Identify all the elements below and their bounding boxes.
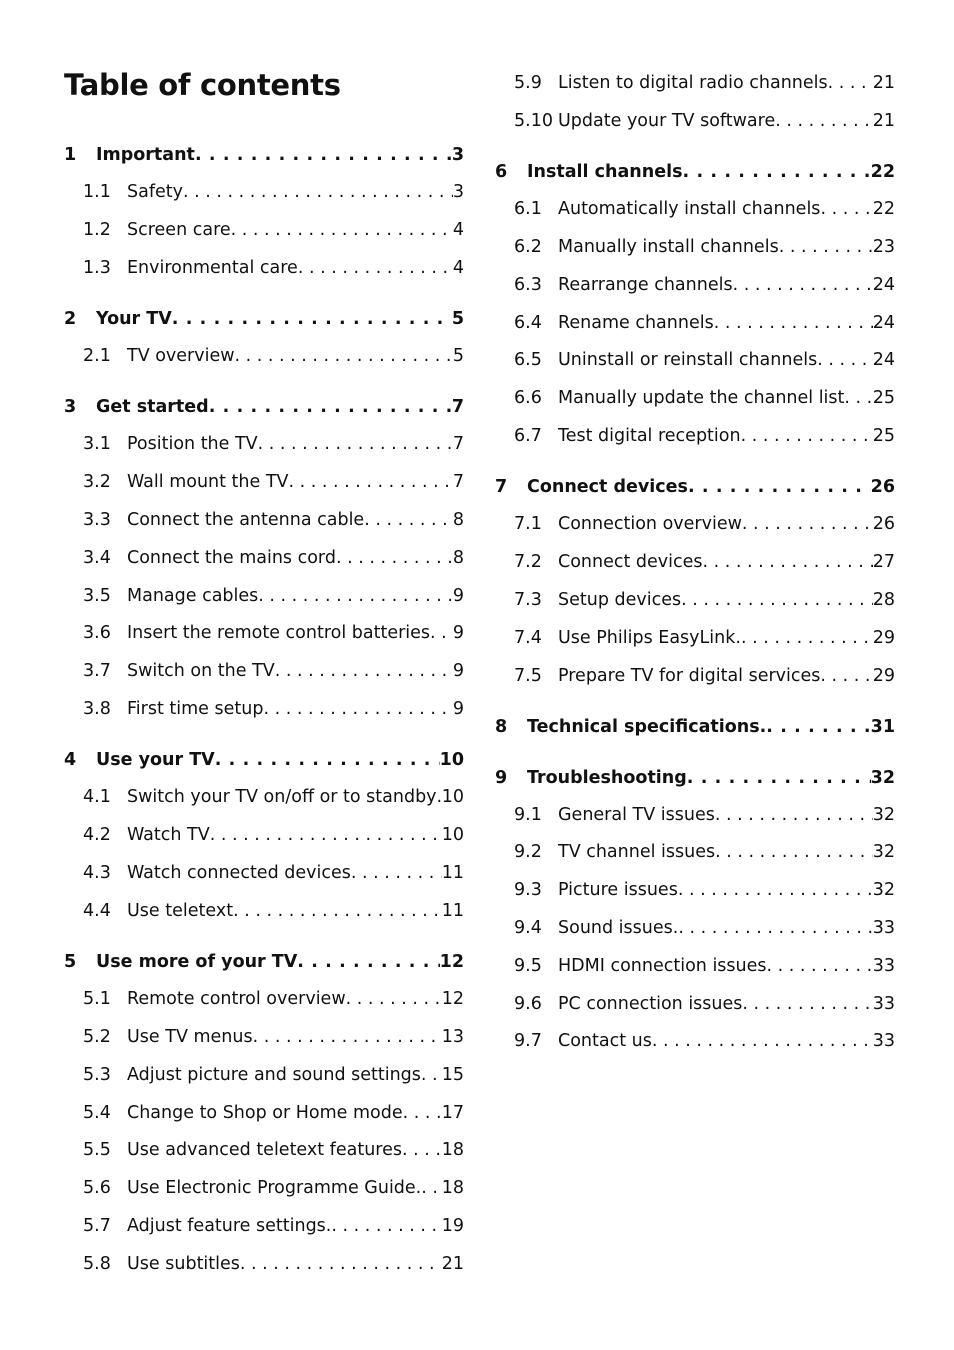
toc-label: Switch on the TV: [127, 661, 275, 682]
toc-subsection-row[interactable]: [64, 540, 464, 578]
toc-subsection-row[interactable]: [64, 779, 464, 817]
toc-page-number: 9: [452, 698, 464, 719]
toc-subsection-row[interactable]: [64, 893, 464, 931]
toc-leader-dots: [421, 1170, 441, 1208]
toc-page-number: 22: [872, 199, 895, 220]
toc-label: Use Philips EasyLink.: [558, 627, 741, 648]
toc-subsection-row[interactable]: [64, 1057, 464, 1095]
toc-label: Connect the antenna cable: [127, 509, 365, 530]
toc-page-number: 10: [439, 750, 464, 771]
toc-subsection-row[interactable]: [495, 65, 895, 103]
toc-page-number: 21: [441, 1253, 464, 1274]
toc-leader-dots: [297, 943, 439, 981]
toc-page-number: 15: [441, 1064, 464, 1085]
toc-label: Prepare TV for digital services: [558, 665, 821, 686]
toc-subsection-row[interactable]: [495, 305, 895, 343]
toc-leader-dots: [844, 380, 872, 418]
toc-leader-dots: [275, 653, 453, 691]
toc-page-number: 3: [452, 182, 464, 202]
toc-label: Install channels: [527, 162, 683, 183]
toc-page-number: 19: [441, 1215, 464, 1236]
toc-section-row[interactable]: [64, 300, 464, 338]
toc-label: Watch connected devices: [127, 862, 351, 883]
toc-leader-dots: [421, 1057, 442, 1095]
toc-subsection-row[interactable]: [495, 103, 895, 141]
toc-number: 2.1: [83, 345, 111, 366]
toc-number: 5: [64, 952, 77, 973]
toc-number: 9.3: [514, 880, 542, 901]
toc-label: Use teletext: [127, 900, 234, 921]
toc-subsection-row[interactable]: [495, 797, 895, 835]
toc-page-number: 28: [872, 589, 895, 610]
toc-label: Automatically install channels: [558, 199, 821, 220]
toc-page-number: 24: [872, 312, 895, 333]
toc-page-number: 25: [872, 388, 895, 409]
toc-number: 5.6: [83, 1178, 111, 1199]
toc-subsection-row[interactable]: [495, 658, 895, 696]
toc-section-row[interactable]: [495, 153, 895, 191]
toc-number: 4.2: [83, 825, 111, 846]
toc-subsection-row[interactable]: [495, 544, 895, 582]
toc-page-number: 8: [452, 547, 464, 568]
toc-leader-dots: [687, 759, 871, 797]
toc-number: 7.4: [514, 627, 542, 648]
toc-leader-dots: [688, 468, 871, 506]
toc-subsection-row[interactable]: [64, 502, 464, 540]
toc-number: 5.9: [514, 73, 542, 93]
toc-leader-dots: [742, 986, 872, 1024]
toc-number: 6.1: [514, 199, 542, 220]
toc-label: First time setup: [127, 698, 264, 719]
toc-number: 6.7: [514, 425, 542, 446]
toc-label: Uninstall or reinstall channels: [558, 350, 818, 371]
toc-number: 3.5: [83, 585, 111, 606]
toc-page-number: 7: [452, 434, 464, 455]
toc-leader-dots: [263, 691, 452, 729]
toc-leader-dots: [703, 544, 873, 582]
toc-page-number: 10: [441, 825, 464, 846]
toc-label: Wall mount the TV: [127, 472, 289, 493]
toc-number: 8: [495, 716, 508, 737]
toc-subsection-row[interactable]: [64, 615, 464, 653]
toc-page-number: 9: [452, 585, 464, 606]
toc-number: 5.10: [514, 110, 553, 131]
toc-page-number: 33: [872, 955, 895, 976]
toc-number: 7.2: [514, 552, 542, 573]
toc-section-row[interactable]: [495, 708, 895, 746]
toc-page-number: 32: [870, 767, 895, 788]
toc-leader-dots: [210, 817, 442, 855]
toc-label: HDMI connection issues: [558, 955, 767, 976]
toc-number: 7.1: [514, 514, 542, 535]
toc-subsection-row[interactable]: [64, 338, 464, 376]
toc-label: Your TV: [96, 308, 172, 329]
toc-page-number: 18: [441, 1178, 464, 1199]
toc-page-number: 32: [872, 880, 895, 901]
toc-number: 9.7: [514, 1031, 542, 1052]
toc-leader-dots: [741, 418, 873, 456]
toc-page-number: 23: [872, 236, 895, 257]
toc-page-number: 24: [872, 350, 895, 371]
toc-section-row[interactable]: [495, 759, 895, 797]
toc-subsection-row[interactable]: [64, 174, 464, 212]
toc-label: Use more of your TV: [96, 952, 298, 973]
toc-subsection-row[interactable]: [64, 817, 464, 855]
toc-page-number: 7: [451, 397, 464, 418]
toc-subsection-row[interactable]: [64, 1170, 464, 1208]
toc-leader-dots: [741, 620, 873, 658]
toc-subsection-row[interactable]: [64, 426, 464, 464]
toc-page-number: 22: [870, 162, 895, 183]
toc-page-number: 26: [872, 514, 895, 535]
toc-label: Adjust picture and sound settings: [127, 1064, 421, 1085]
toc-number: 5.7: [83, 1215, 111, 1236]
toc-right-column: [495, 65, 895, 1061]
toc-leader-dots: [766, 708, 870, 746]
toc-subsection-row[interactable]: [495, 948, 895, 986]
toc-leader-dots: [331, 1208, 441, 1246]
toc-leader-dots: [235, 338, 453, 376]
toc-leader-dots: [733, 267, 873, 305]
toc-leader-dots: [231, 212, 453, 250]
toc-leader-dots: [775, 103, 872, 141]
toc-leader-dots: [240, 1246, 442, 1284]
toc-leader-dots: [209, 388, 452, 426]
toc-label: Remote control overview: [127, 989, 346, 1010]
toc-label: Rearrange channels: [558, 274, 733, 295]
toc-label: Insert the remote control batteries: [127, 623, 431, 644]
toc-number: 1: [64, 145, 77, 165]
toc-page-number: 7: [452, 472, 464, 493]
toc-page-number: 10: [441, 787, 464, 808]
toc-number: 9.2: [514, 842, 542, 863]
toc-page-number: 11: [441, 900, 464, 921]
toc-page-number: 8: [452, 509, 464, 530]
toc-subsection-row[interactable]: [495, 834, 895, 872]
toc-section-row[interactable]: [64, 943, 464, 981]
toc-label: Use advanced teletext features: [127, 1140, 402, 1161]
toc-subsection-row[interactable]: [64, 1132, 464, 1170]
toc-label: Get started: [96, 397, 209, 418]
toc-subsection-row[interactable]: [495, 418, 895, 456]
toc-number: 9.1: [514, 804, 542, 825]
toc-number: 3: [64, 397, 77, 418]
toc-page-number: 33: [872, 917, 895, 938]
toc-subsection-row[interactable]: [495, 506, 895, 544]
toc-number: 3.7: [83, 661, 111, 682]
toc-subsection-row[interactable]: [64, 250, 464, 288]
toc-subsection-row[interactable]: [64, 212, 464, 250]
toc-page-number: 21: [872, 110, 895, 131]
toc-number: 9.6: [514, 993, 542, 1014]
toc-page-number: 24: [872, 274, 895, 295]
toc-label: Use Electronic Programme Guide.: [127, 1178, 422, 1199]
toc-section-row[interactable]: [64, 136, 464, 174]
toc-leader-dots: [258, 426, 453, 464]
toc-number: 4.4: [83, 900, 111, 921]
toc-subsection-row[interactable]: [64, 691, 464, 729]
toc-page-number: 21: [872, 73, 895, 93]
toc-label: Adjust feature settings.: [127, 1215, 332, 1236]
toc-number: 3.1: [83, 434, 111, 455]
toc-subsection-row[interactable]: [495, 872, 895, 910]
toc-number: 3.6: [83, 623, 111, 644]
toc-leader-dots: [820, 191, 872, 229]
toc-subsection-row[interactable]: [64, 578, 464, 616]
toc-label: Change to Shop or Home mode: [127, 1102, 403, 1123]
toc-label: Manually update the channel list: [558, 388, 845, 409]
toc-leader-dots: [779, 229, 873, 267]
toc-page-number: 4: [452, 257, 464, 278]
toc-page-number: 9: [452, 661, 464, 682]
toc-number: 1.3: [83, 257, 111, 278]
toc-page-number: 12: [439, 952, 464, 973]
toc-section-row[interactable]: [64, 388, 464, 426]
toc-number: 7.5: [514, 665, 542, 686]
toc-page-number: 32: [872, 842, 895, 863]
toc-number: 3.4: [83, 547, 111, 568]
toc-leader-dots: [172, 300, 452, 338]
toc-page-number: 33: [872, 993, 895, 1014]
toc-page-number: 5: [451, 308, 464, 329]
toc-leader-dots: [652, 1023, 873, 1061]
toc-leader-dots: [351, 855, 442, 893]
toc-number: 2: [64, 308, 77, 329]
toc-leader-dots: [233, 893, 442, 931]
toc-number: 9.4: [514, 917, 542, 938]
toc-label: Troubleshooting: [527, 767, 687, 788]
toc-label: Manage cables: [127, 585, 259, 606]
toc-page-number: 11: [441, 862, 464, 883]
toc-number: 1.1: [83, 182, 111, 202]
toc-label: TV channel issues: [558, 842, 716, 863]
toc-subsection-row[interactable]: [64, 855, 464, 893]
toc-subsection-row[interactable]: [495, 986, 895, 1024]
toc-page-number: 32: [872, 804, 895, 825]
toc-number: 3.2: [83, 472, 111, 493]
toc-subsection-row[interactable]: [495, 380, 895, 418]
toc-leader-dots: [820, 658, 872, 696]
toc-leader-dots: [715, 797, 873, 835]
toc-number: 5.2: [83, 1026, 111, 1047]
toc-label: General TV issues: [558, 804, 715, 825]
toc-subsection-row[interactable]: [64, 1019, 464, 1057]
toc-label: Manually install channels: [558, 236, 779, 257]
toc-number: 4: [64, 750, 77, 771]
toc-leader-dots: [681, 582, 873, 620]
toc-number: 7.3: [514, 589, 542, 610]
toc-label: PC connection issues: [558, 993, 743, 1014]
toc-page-number: 13: [441, 1026, 464, 1047]
toc-label: Environmental care: [127, 257, 298, 278]
toc-number: 6.4: [514, 312, 542, 333]
toc-page-number: 26: [870, 477, 895, 498]
toc-page-number: 27: [872, 552, 895, 573]
toc-label: Important: [96, 145, 195, 165]
toc-number: 6.6: [514, 388, 542, 409]
toc-number: 3.3: [83, 509, 111, 530]
toc-subsection-row[interactable]: [495, 620, 895, 658]
toc-number: 6.2: [514, 236, 542, 257]
toc-label: Use subtitles: [127, 1253, 240, 1274]
toc-label: Connect devices: [558, 552, 703, 573]
toc-number: 1.2: [83, 219, 111, 240]
toc-subsection-row[interactable]: [495, 342, 895, 380]
toc-subsection-row[interactable]: [495, 229, 895, 267]
toc-leader-dots: [195, 136, 452, 174]
toc-left-column: [64, 136, 464, 1284]
toc-number: 5.3: [83, 1064, 111, 1085]
toc-page-number: 5: [452, 345, 464, 366]
toc-number: 5.5: [83, 1140, 111, 1161]
toc-leader-dots: [678, 872, 873, 910]
toc-leader-dots: [714, 305, 873, 343]
toc-leader-dots: [828, 65, 873, 103]
toc-label: Safety: [127, 182, 183, 202]
toc-leader-dots: [767, 948, 873, 986]
toc-leader-dots: [258, 578, 453, 616]
toc-label: Use TV menus: [127, 1026, 253, 1047]
toc-label: Rename channels: [558, 312, 714, 333]
toc-label: Setup devices: [558, 589, 682, 610]
toc-label: Picture issues: [558, 880, 678, 901]
toc-leader-dots: [430, 615, 453, 653]
toc-page-number: 25: [872, 425, 895, 446]
toc-leader-dots: [253, 1019, 442, 1057]
toc-subsection-row[interactable]: [64, 1246, 464, 1284]
toc-leader-dots: [683, 153, 871, 191]
toc-label: Sound issues.: [558, 917, 679, 938]
toc-number: 4.3: [83, 862, 111, 883]
toc-leader-dots: [336, 540, 453, 578]
toc-leader-dots: [215, 741, 440, 779]
toc-label: Technical specifications.: [527, 716, 767, 737]
toc-label: Connect the mains cord: [127, 547, 336, 568]
toc-page-number: 17: [441, 1102, 464, 1123]
toc-page-number: 12: [441, 989, 464, 1010]
toc-page-number: 31: [870, 716, 895, 737]
toc-subsection-row[interactable]: [495, 1023, 895, 1061]
toc-label: TV overview: [127, 345, 235, 366]
toc-page-number: 29: [872, 665, 895, 686]
toc-label: Connect devices: [527, 477, 688, 498]
toc-label: Update your TV software: [558, 110, 776, 131]
toc-label: Use your TV: [96, 750, 215, 771]
toc-label: Connection overview: [558, 514, 742, 535]
toc-leader-dots: [403, 1095, 442, 1133]
toc-number: 6.5: [514, 350, 542, 371]
toc-number: 5.1: [83, 989, 111, 1010]
toc-leader-dots: [715, 834, 873, 872]
toc-number: 6: [495, 162, 508, 183]
toc-number: 7: [495, 477, 508, 498]
toc-label: Listen to digital radio channels: [558, 73, 828, 93]
toc-label: Contact us: [558, 1031, 652, 1052]
toc-leader-dots: [742, 506, 873, 544]
toc-leader-dots: [183, 174, 453, 212]
toc-label: Switch your TV on/off or to standby: [127, 787, 437, 808]
toc-number: 5.4: [83, 1102, 111, 1123]
toc-subsection-row[interactable]: [495, 191, 895, 229]
page-title: Table of contents: [64, 68, 341, 102]
toc-subsection-row[interactable]: [64, 1208, 464, 1246]
toc-section-row[interactable]: [495, 468, 895, 506]
toc-subsection-row[interactable]: [495, 910, 895, 948]
toc-label: Test digital reception: [558, 425, 741, 446]
toc-page-number: 4: [452, 219, 464, 240]
toc-number: 5.8: [83, 1253, 111, 1274]
toc-subsection-row[interactable]: [64, 1095, 464, 1133]
toc-subsection-row[interactable]: [495, 582, 895, 620]
toc-number: 9: [495, 767, 508, 788]
toc-number: 9.5: [514, 955, 542, 976]
toc-leader-dots: [678, 910, 872, 948]
toc-label: Position the TV: [127, 434, 258, 455]
toc-leader-dots: [346, 981, 442, 1019]
toc-number: 6.3: [514, 274, 542, 295]
toc-number: 3.8: [83, 698, 111, 719]
toc-leader-dots: [402, 1132, 442, 1170]
toc-subsection-row[interactable]: [495, 267, 895, 305]
toc-label: Screen care: [127, 219, 231, 240]
toc-leader-dots: [817, 342, 873, 380]
toc-leader-dots: [289, 464, 453, 502]
toc-subsection-row[interactable]: [64, 653, 464, 691]
toc-page-number: 18: [441, 1140, 464, 1161]
toc-subsection-row[interactable]: [64, 464, 464, 502]
toc-subsection-row[interactable]: [64, 981, 464, 1019]
toc-label: Watch TV: [127, 825, 210, 846]
toc-page-number: 33: [872, 1031, 895, 1052]
toc-section-row[interactable]: [64, 741, 464, 779]
toc-page-number: 29: [872, 627, 895, 648]
toc-number: 4.1: [83, 787, 111, 808]
toc-leader-dots: [364, 502, 453, 540]
toc-leader-dots: [298, 250, 453, 288]
toc-page-number: 3: [451, 145, 464, 165]
toc-page-number: 9: [452, 623, 464, 644]
